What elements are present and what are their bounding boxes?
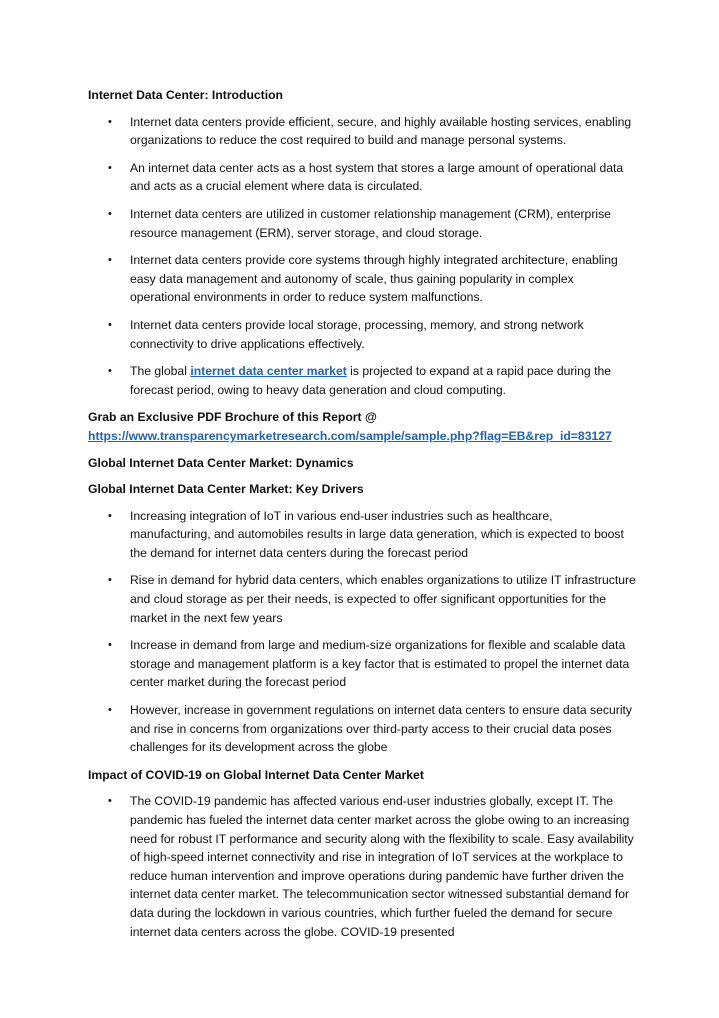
drivers-heading: Global Internet Data Center Market: Key Drivers	[88, 482, 364, 497]
list-item	[88, 701, 636, 757]
bullet-icon: •	[108, 318, 112, 331]
intro-bullet-list	[88, 113, 636, 400]
list-item-text: The COVID-19 pandemic has affected various end-user industries globally, except IT. The pandemic has fueled the internet data center market across the globe owing to an increasing need for robust IT performance and security along with the flexibility to scale. Easy availability of high-speed internet connectivity and rise in integration of IoT services at the workplace to reduce human intervention and improve operations during pandemic have further driven the internet data center market. The telecommunication sector witnessed substantial demand for data during the lockdown in various countries, which further fueled the demand for secure internet data centers across the globe. COVID-19 presented	[130, 794, 634, 939]
brochure-link[interactable]: https://www.transparencymarketresearch.com/sample/sample.php?flag=EB&rep_id=83127	[88, 428, 612, 443]
list-item-suffix: is projected to expand at a rapid pace during the forecast period, owing to heavy data generation and cloud computing.	[130, 364, 612, 397]
list-item	[88, 113, 636, 150]
bullet-icon: •	[108, 795, 112, 808]
market-report-link[interactable]: internet data center market	[190, 364, 347, 379]
bullet-icon: •	[108, 161, 112, 174]
list-item	[88, 316, 636, 353]
list-item	[88, 159, 636, 196]
bullet-icon: •	[108, 207, 112, 220]
brochure-label: Grab an Exclusive PDF Brochure of this Report @	[88, 410, 377, 425]
list-item-text: An internet data center acts as a host system that stores a large amount of operational data and acts as a crucial element where data is circulated.	[130, 160, 624, 194]
intro-heading: Internet Data Center: Introduction	[88, 88, 284, 102]
bullet-icon: •	[108, 704, 112, 717]
drivers-bullet-list	[88, 507, 636, 757]
bullet-icon: •	[108, 365, 112, 378]
covid-heading: Impact of COVID-19 on Global Internet Data Center Market	[88, 767, 424, 782]
dynamics-heading: Global Internet Data Center Market: Dynamics	[88, 455, 354, 470]
list-item	[88, 792, 636, 941]
bullet-icon: •	[108, 639, 112, 652]
list-item-text: Increasing integration of IoT in various end-user industries such as healthcare, manufacturing, and automobiles results in large data generation, which is expected to boost the demand for internet data centers during the forecast period	[130, 508, 624, 560]
list-item-text: Internet data centers provide core systems through highly integrated architecture, enabling easy data management and autonomy of scale, thus gaining popularity in complex operational environments in order to reduce system malfunctions.	[130, 253, 618, 305]
list-item	[88, 507, 636, 563]
bullet-icon: •	[108, 574, 112, 587]
list-item	[88, 251, 636, 307]
list-item	[88, 205, 636, 242]
list-item	[88, 571, 636, 627]
list-item-text: Internet data centers provide efficient, secure, and highly available hosting services, enabling organizations to reduce the cost required to build and manage personal systems.	[130, 114, 632, 148]
document-content	[88, 86, 636, 950]
bullet-icon: •	[108, 254, 112, 267]
list-item-text: Rise in demand for hybrid data centers, which enables organizations to utilize IT infrastructure and cloud storage as per their needs, is expected to offer significant opportunities for the market in the next few years	[130, 573, 636, 625]
list-item	[88, 636, 636, 692]
bullet-icon: •	[108, 115, 112, 128]
list-item	[88, 362, 636, 399]
list-item-prefix: The global	[130, 364, 191, 379]
list-item-text: However, increase in government regulations on internet data centers to ensure data security and rise in concerns from organizations over third-party access to their crucial data poses challenges for its development across the globe	[130, 703, 633, 755]
list-item-text: Internet data centers provide local storage, processing, memory, and strong network connectivity to drive applications effectively.	[130, 317, 584, 351]
covid-bullet-list	[88, 792, 636, 941]
list-item-text: Internet data centers are utilized in customer relationship management (CRM), enterprise resource management (ERM), server storage, and cloud storage.	[130, 206, 611, 240]
bullet-icon: •	[108, 509, 112, 522]
list-item-text: Increase in demand from large and medium-size organizations for flexible and scalable data storage and management platform is a key factor that is estimated to propel the internet data center market during the forecast period	[130, 638, 630, 690]
